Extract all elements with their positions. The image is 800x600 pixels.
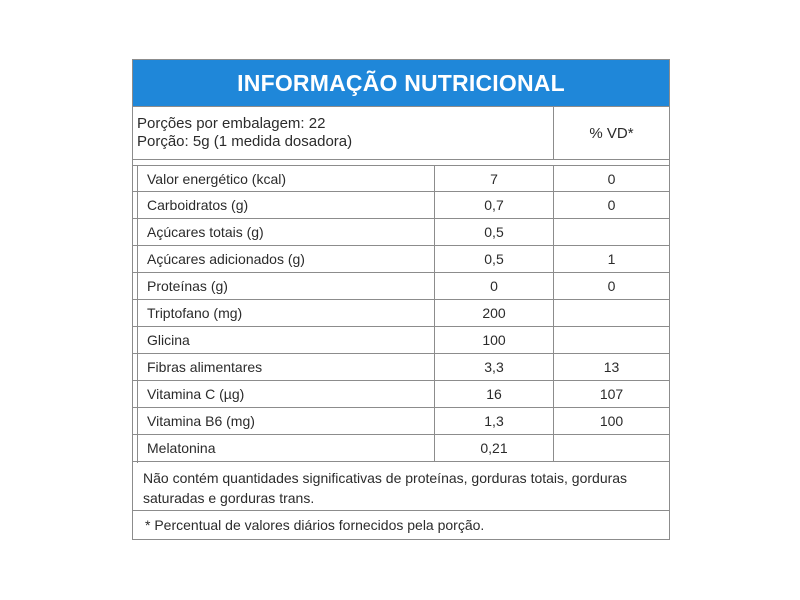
servings-per-package: Porções por embalagem: 22: [137, 115, 326, 132]
nutrient-name: Glicina: [147, 332, 190, 348]
nutrient-vd: 1: [553, 246, 669, 272]
footnote-insignificant-nutrients: Não contém quantidades significativas de proteínas, gorduras totais, gorduras saturadas e gorduras trans.: [133, 464, 669, 511]
nutrient-name: Valor energético (kcal): [147, 171, 287, 187]
nutrient-amount: 0,5: [434, 219, 553, 245]
nutrient-vd: [553, 435, 669, 461]
nutrient-name: Proteínas (g): [147, 278, 228, 294]
nutrient-name: Melatonina: [147, 440, 216, 456]
nutrient-amount: 100: [434, 327, 553, 353]
nutrient-vd: 13: [553, 354, 669, 380]
nutrient-name: Triptofano (mg): [147, 305, 243, 321]
nutrient-vd: 0: [553, 166, 669, 192]
nutrient-amount: 1,3: [434, 408, 553, 434]
serving-size: Porção: 5g (1 medida dosadora): [137, 133, 353, 150]
nutrient-row: [133, 219, 669, 246]
nutrient-amount: 0: [434, 273, 553, 299]
nutrient-row: [133, 354, 669, 381]
nutrient-name: Carboidratos (g): [147, 197, 249, 213]
nutrient-row: [133, 381, 669, 408]
nutrient-row: [133, 327, 669, 354]
nutrient-vd: [553, 219, 669, 245]
nutrient-amount: 16: [434, 381, 553, 407]
nutrient-row: [133, 192, 669, 219]
nutrient-name: Vitamina B6 (mg): [147, 413, 255, 429]
portion-info-row: [133, 107, 669, 160]
nutrient-name: Fibras alimentares: [147, 359, 263, 375]
nutrient-row: [133, 300, 669, 327]
vd-column-header: % VD*: [553, 107, 669, 159]
nutrient-row: [133, 435, 669, 462]
nutrient-vd: 107: [553, 381, 669, 407]
nutrient-amount: 0,21: [434, 435, 553, 461]
nutrient-vd: 100: [553, 408, 669, 434]
portion-info: [137, 115, 352, 151]
nutrient-row: [133, 408, 669, 435]
nutrient-table: [133, 165, 669, 462]
nutrient-row: [133, 273, 669, 300]
nutrition-facts-label: [132, 59, 670, 540]
nutrient-row: [133, 165, 669, 192]
nutrient-amount: 0,5: [434, 246, 553, 272]
nutrient-vd: [553, 300, 669, 326]
label-title: INFORMAÇÃO NUTRICIONAL: [133, 60, 669, 107]
nutrient-name: Açúcares adicionados (g): [147, 251, 305, 267]
nutrient-name: Vitamina C (µg): [147, 386, 245, 402]
nutrient-vd: 0: [553, 273, 669, 299]
nutrient-amount: 0,7: [434, 192, 553, 218]
nutrient-row: [133, 246, 669, 273]
nutrient-name: Açúcares totais (g): [147, 224, 264, 240]
nutrient-amount: 200: [434, 300, 553, 326]
nutrient-vd: 0: [553, 192, 669, 218]
nutrient-vd: [553, 327, 669, 353]
nutrient-amount: 3,3: [434, 354, 553, 380]
footnote-daily-values: * Percentual de valores diários fornecidos pela porção.: [145, 517, 485, 533]
nutrient-amount: 7: [434, 166, 553, 192]
